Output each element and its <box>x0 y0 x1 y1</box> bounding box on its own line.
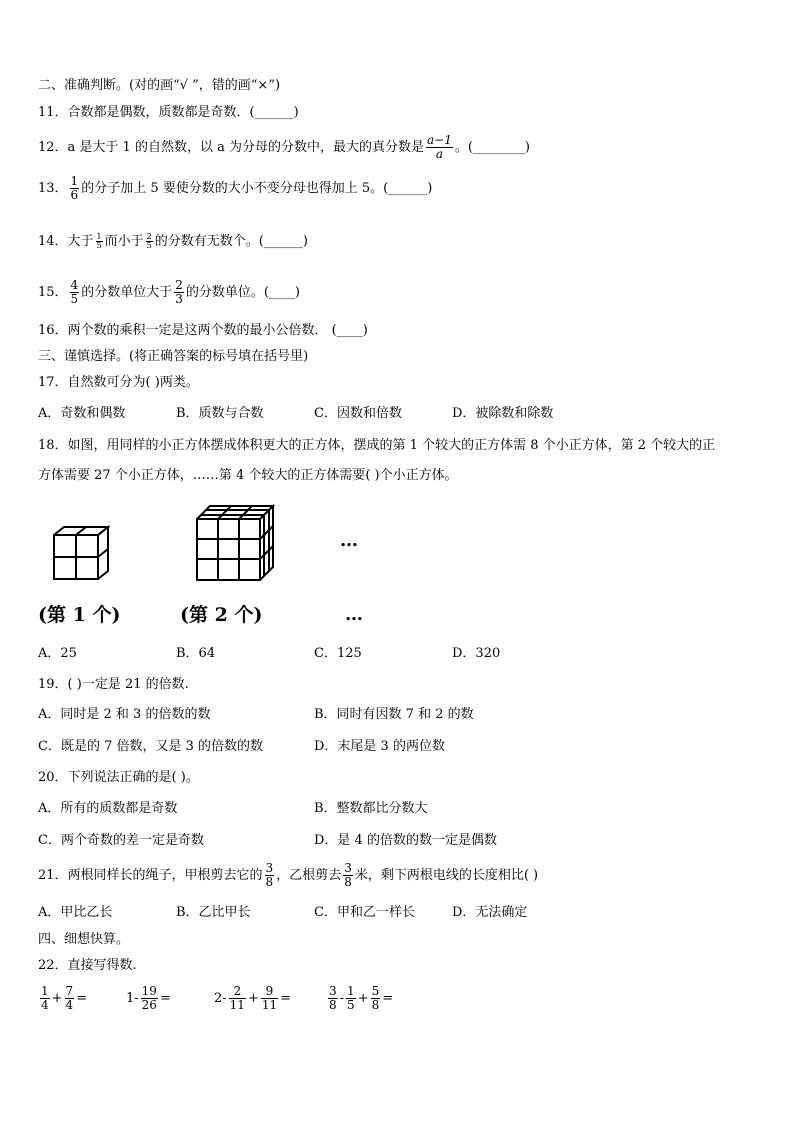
question-17-stem: 17．自然数可分为( )两类。 <box>38 375 199 390</box>
question-22-stem: 22．直接写得数. <box>38 958 137 973</box>
question-15: 15． $\frac{4}{5}$ 的分数单位大于 $\frac{2}{3}$ 的分数单位。(____) <box>38 278 300 306</box>
expression-1: $\frac{1}{4}$ + $\frac{7}{4}$ = <box>41 984 88 1012</box>
option-d: D．被除数和除数 <box>452 406 554 421</box>
question-16: 16．两个数的乘积一定是这两个数的最小公倍数． (____) <box>38 323 368 338</box>
fraction: $\frac{5}{8}$ <box>371 984 380 1012</box>
expression-3: 2- $\frac{2}{11}$ + $\frac{9}{11}$ = <box>214 984 292 1012</box>
option-c: C．因数和倍数 <box>314 406 402 421</box>
fraction: $\frac{a-1}{a}$ <box>426 133 452 161</box>
question-14: 14．大于 $\frac{1}{5}$ 而小于 $\frac{2}{5}$ 的分数有无数个。(______) <box>38 232 308 250</box>
option-b: B．整数都比分数大 <box>314 801 428 816</box>
question-18-line2: 方体需要 27 个小正方体，……第 4 个较大的正方体需要( )个小正方体。 <box>38 468 458 483</box>
option-c: C．既是的 7 倍数，又是 3 的倍数的数 <box>38 739 264 754</box>
fraction: $\frac{1}{5}$ <box>347 984 355 1012</box>
option-b: B．质数与合数 <box>176 406 264 421</box>
fraction: $\frac{1}{6}$ <box>70 174 79 202</box>
option-a: A．所有的质数都是奇数 <box>38 801 178 816</box>
fraction: $\frac{3}{8}$ <box>265 861 274 889</box>
fraction: $\frac{1}{4}$ <box>41 984 49 1012</box>
section4-heading: 四、细想快算。 <box>38 932 130 947</box>
question-13: 13． $\frac{1}{6}$ 的分子加上 5 要使分数的大小不变分母也得加上 5。(______) <box>38 174 433 202</box>
option-d: D．末尾是 3 的两位数 <box>314 739 445 754</box>
option-d: D．是 4 的倍数的数一定是偶数 <box>314 833 497 848</box>
option-c: C．两个奇数的差一定是奇数 <box>38 833 204 848</box>
fraction: $\frac{7}{4}$ <box>65 984 74 1012</box>
option-c: C．甲和乙一样长 <box>314 905 415 920</box>
ellipsis-caption: … <box>345 604 364 625</box>
option-a: A．甲比乙长 <box>38 905 113 920</box>
ellipsis-figure: … <box>340 530 359 551</box>
option-a: A．同时是 2 和 3 的倍数的数 <box>38 707 211 722</box>
fraction: $\frac{9}{11}$ <box>261 984 278 1012</box>
option-b: B．64 <box>176 646 216 661</box>
cube-figure-2 <box>195 502 275 582</box>
question-18-line1: 18．如图，用同样的小正方体摆成体积更大的正方体，摆成的第 1 个较大的正方体需 8 个小正方体，第 2 个较大的正 <box>38 438 716 453</box>
caption-figure-1: (第 1 个) <box>38 604 121 626</box>
fraction: $\frac{2}{3}$ <box>175 278 183 306</box>
fraction: $\frac{2}{5}$ <box>146 232 152 250</box>
option-b: B．乙比甲长 <box>176 905 251 920</box>
section3-heading: 三、谨慎选择。(将正确答案的标号填在括号里) <box>38 349 309 364</box>
question-19-stem: 19．( )一定是 21 的倍数. <box>38 677 189 692</box>
fraction: $\frac{2}{11}$ <box>229 984 245 1012</box>
option-a: A．奇数和偶数 <box>38 406 126 421</box>
expression-2: 1- $\frac{19}{26}$ = <box>126 984 171 1012</box>
question-20-stem: 20．下列说法正确的是( )。 <box>38 770 199 785</box>
option-a: A．25 <box>38 646 77 661</box>
section2-heading: 二、准确判断。(对的画“√ ”，错的画“×”) <box>38 78 281 93</box>
question-21: 21．两根同样长的绳子，甲根剪去它的 $\frac{3}{8}$ ，乙根剪去 $\frac{3}{8}$ 米，剩下两根电线的长度相比( ) <box>38 861 539 889</box>
fraction: $\frac{4}{5}$ <box>70 278 79 306</box>
fraction: $\frac{1}{5}$ <box>96 232 102 250</box>
cube-figure-1 <box>52 525 110 583</box>
question-11: 11．合数都是偶数，质数都是奇数．(______) <box>38 105 299 120</box>
fraction: $\frac{19}{26}$ <box>141 984 157 1012</box>
caption-figure-2: (第 2 个) <box>180 604 263 626</box>
question-12: 12．a 是大于 1 的自然数，以 a 为分母的分数中，最大的真分数是 $\frac{a-1}{a}$ 。(________) <box>38 133 530 161</box>
fraction: $\frac{3}{8}$ <box>344 861 352 889</box>
option-b: B．同时有因数 7 和 2 的数 <box>314 707 474 722</box>
expression-4: $\frac{3}{8}$ - $\frac{1}{5}$ + $\frac{5}{8}$ = <box>329 984 394 1012</box>
option-d: D．无法确定 <box>452 905 528 920</box>
fraction: $\frac{3}{8}$ <box>329 984 337 1012</box>
option-c: C．125 <box>314 646 362 661</box>
option-d: D．320 <box>452 646 501 661</box>
